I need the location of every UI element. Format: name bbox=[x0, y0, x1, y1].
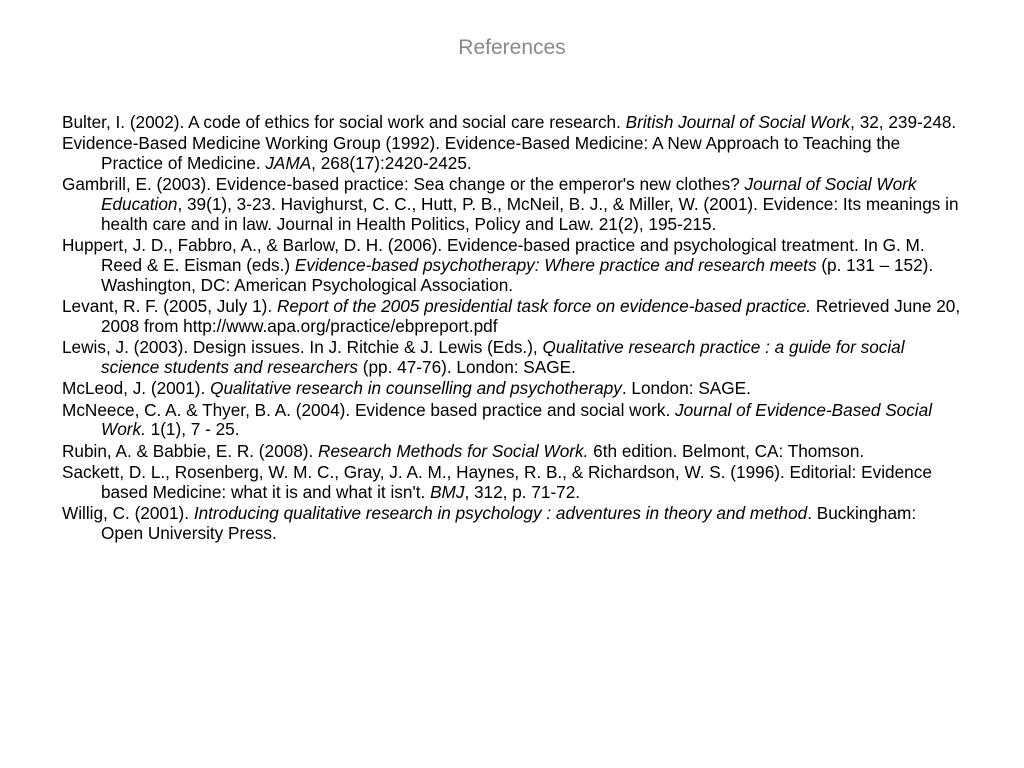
reference-italic-segment: Introducing qualitative research in psychology : adventures in theory and method bbox=[193, 503, 808, 524]
reference-italic-segment: Evidence-based psychotherapy: Where practice and research meets bbox=[294, 255, 817, 276]
reference-text-segment: McNeece, C. A. & Thyer, B. A. (2004). Evidence based practice and social work. bbox=[62, 399, 675, 420]
reference-text-segment: McLeod, J. (2001). bbox=[62, 378, 211, 399]
reference-italic-segment: Journal of Social Work Education bbox=[101, 174, 917, 215]
reference-text-segment: Rubin, A. & Babbie, E. R. (2008). bbox=[62, 440, 319, 461]
reference-entry bbox=[62, 504, 962, 544]
reference-entry bbox=[62, 338, 962, 378]
reference-text-segment: , 32, 239-248. bbox=[850, 112, 957, 132]
reference-text-segment: Willig, C. (2001). bbox=[62, 503, 194, 524]
reference-text-segment: (pp. 47-76). London: SAGE. bbox=[358, 357, 576, 378]
reference-entry bbox=[62, 379, 962, 399]
reference-entry bbox=[62, 297, 962, 337]
reference-italic-segment: Report of the 2005 presidential task force on evidence-based practice. bbox=[276, 296, 812, 317]
reference-entry bbox=[62, 463, 962, 503]
reference-text-segment: , 268(17):2420-2425. bbox=[311, 153, 472, 174]
reference-entry bbox=[62, 175, 962, 234]
reference-entry bbox=[62, 442, 962, 462]
reference-text-segment: Huppert, J. D., Fabbro, A., & Barlow, D. H. (2006). Evidence-based practice and psychological treatment. In G. M. Reed & E. Eisman (eds.) bbox=[62, 235, 925, 276]
reference-italic-segment: Qualitative research in counselling and psychotherapy bbox=[210, 378, 622, 399]
reference-text-segment: , 312, p. 71-72. bbox=[464, 481, 581, 502]
reference-text-segment: Evidence-Based Medicine Working Group (1992). Evidence-Based Medicine: A New Approach to Teaching the Practice of Medicine. bbox=[62, 133, 901, 174]
reference-italic-segment: BMJ bbox=[430, 481, 465, 502]
reference-text-segment: . London: SAGE. bbox=[621, 378, 751, 399]
reference-text-segment: Bulter, I. (2002). A code of ethics for social work and social care research. bbox=[62, 112, 626, 132]
reference-text-segment: Retrieved June 20, 2008 from http://www.apa.org/practice/ebpreport.pdf bbox=[101, 296, 961, 336]
reference-entry bbox=[62, 401, 962, 441]
reference-text-segment: Levant, R. F. (2005, July 1). bbox=[62, 296, 277, 317]
reference-italic-segment: JAMA bbox=[265, 153, 312, 174]
reference-entry bbox=[62, 113, 962, 133]
reference-text-segment: 1(1), 7 - 25. bbox=[145, 419, 240, 440]
reference-entry bbox=[62, 236, 962, 295]
reference-italic-segment: Journal of Evidence-Based Social Work. bbox=[101, 399, 933, 440]
reference-list bbox=[62, 113, 962, 545]
reference-entry bbox=[62, 134, 962, 174]
reference-text-segment: , 39(1), 3-23. Havighurst, C. C., Hutt, P. B., McNeil, B. J., & Miller, W. (2001). Evidence: Its meanings in health care and in law. Journal in Health Politics, Policy and Law. 21(2), 195-215. bbox=[101, 194, 959, 234]
reference-text-segment: (p. 131 – 152). Washington, DC: American Psychological Association. bbox=[101, 255, 934, 295]
reference-italic-segment: Research Methods for Social Work. bbox=[318, 440, 589, 461]
page-title: References bbox=[458, 36, 566, 59]
reference-text-segment: Sackett, D. L., Rosenberg, W. M. C., Gray, J. A. M., Haynes, R. B., & Richardson, W. S. (1996). Editorial: Evidence based Medicine: what it is and what it isn't. bbox=[62, 462, 932, 502]
reference-text-segment: Lewis, J. (2003). Design issues. In J. Ritchie & J. Lewis (Eds.), bbox=[62, 337, 543, 358]
reference-italic-segment: Qualitative research practice : a guide for social science students and researchers bbox=[101, 337, 905, 378]
reference-text-segment: 6th edition. Belmont, CA: Thomson. bbox=[588, 440, 865, 461]
reference-text-segment: Gambrill, E. (2003). Evidence-based practice: Sea change or the emperor's new clothes? bbox=[62, 174, 745, 195]
reference-italic-segment: British Journal of Social Work bbox=[625, 112, 851, 132]
reference-text-segment: . Buckingham: Open University Press. bbox=[101, 503, 917, 543]
